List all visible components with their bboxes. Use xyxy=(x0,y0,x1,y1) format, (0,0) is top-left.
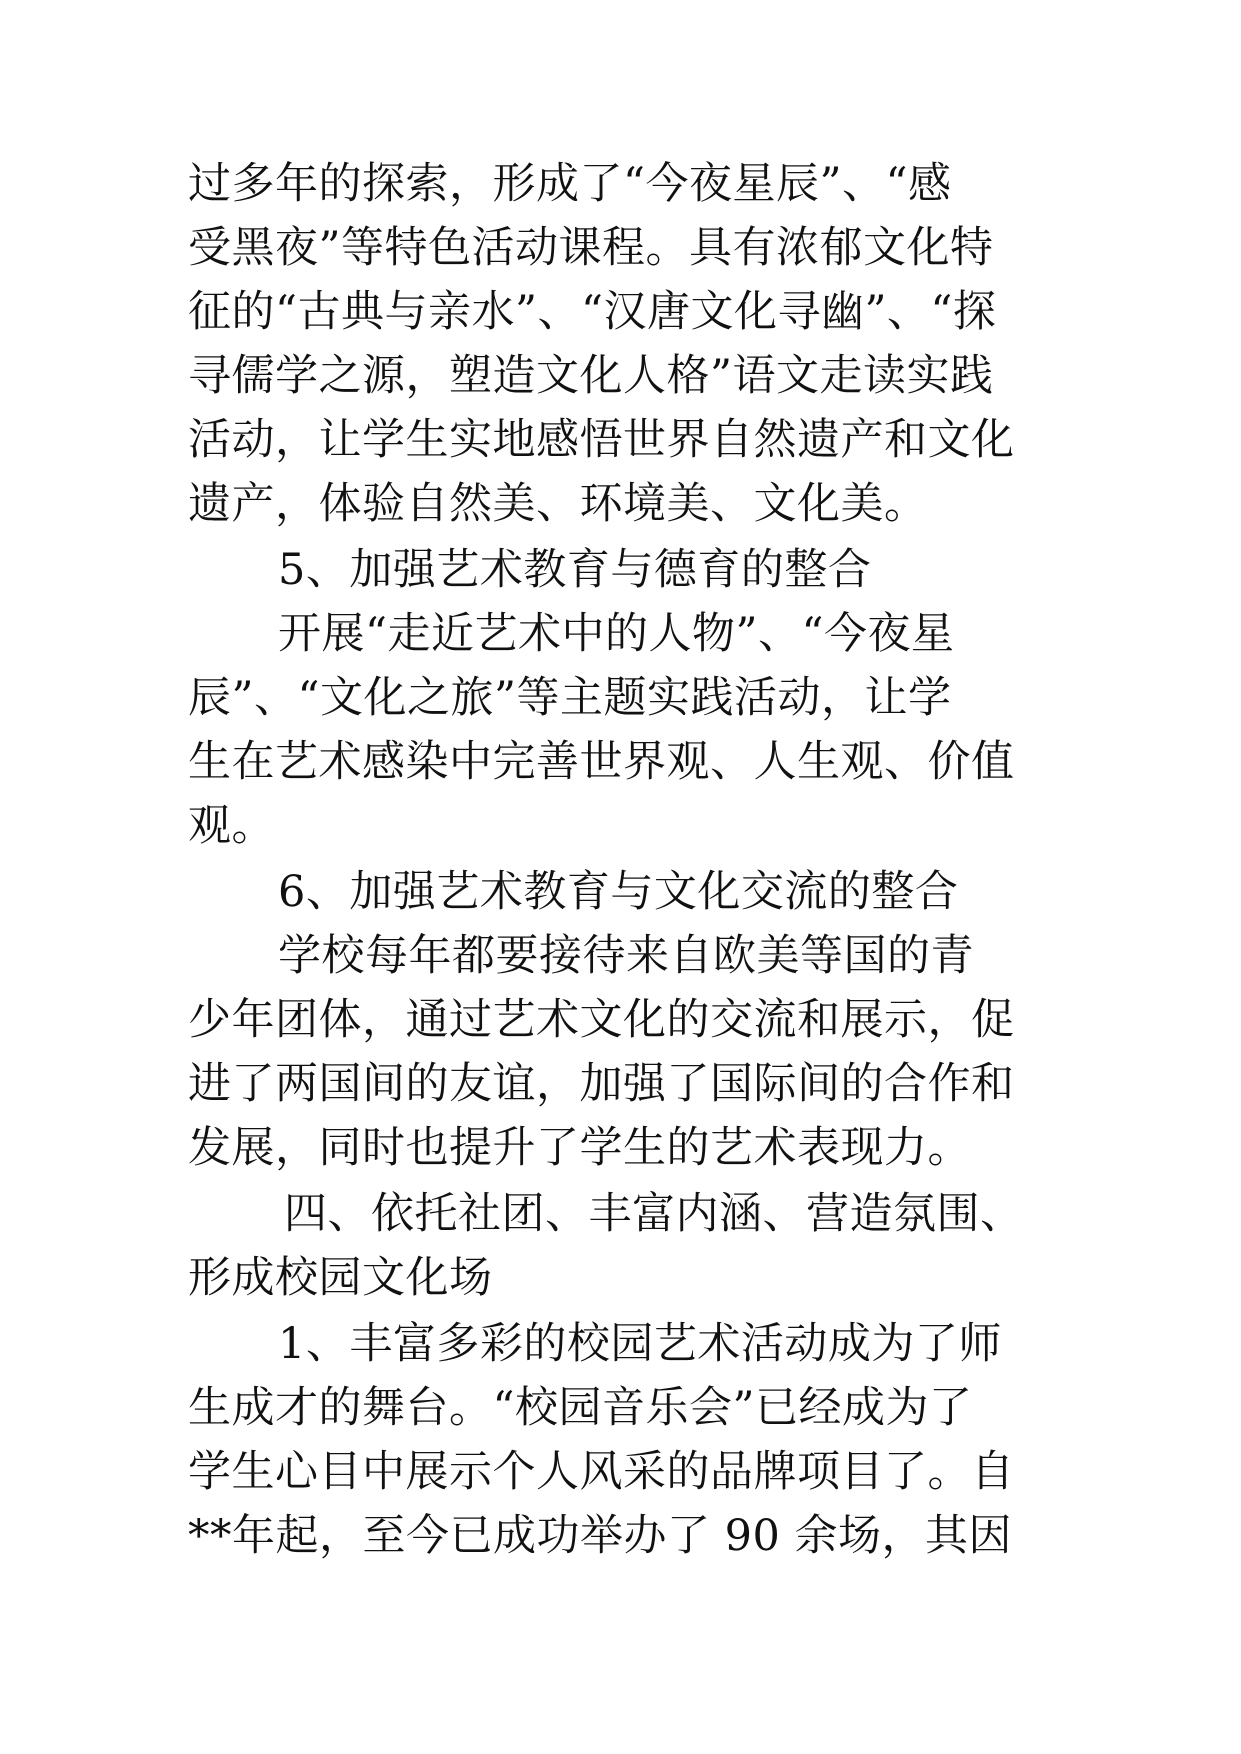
text-line: 受黑夜”等特色活动课程。具有浓郁文化特 xyxy=(188,223,994,273)
text-line: 开展“走近艺术中的人物”、“今夜星 xyxy=(278,609,955,659)
text-line: 活动，让学生实地感悟世界自然遗产和文化 xyxy=(188,415,1015,465)
text-line: 生在艺术感染中完善世界观、人生观、价值 xyxy=(188,737,1015,787)
text-line: 学生心目中展示个人风采的品牌项目了。自 xyxy=(188,1447,1015,1497)
text-line: 发展，同时也提升了学生的艺术表现力。 xyxy=(188,1123,971,1173)
text-line: 学校每年都要接待来自欧美等国的青 xyxy=(278,931,974,981)
text-line: 观。 xyxy=(188,801,275,851)
text-line: 寻儒学之源，塑造文化人格”语文走读实践 xyxy=(188,351,994,401)
chapter-heading-continued: 形成校园文化场 xyxy=(188,1253,493,1303)
text-line: 1、丰富多彩的校园艺术活动成为了师 xyxy=(278,1319,1002,1369)
chapter-heading: 四、依托社团、丰富内涵、营造氛围、 xyxy=(284,1189,1024,1239)
text-line: 生成才的舞台。“校园音乐会”已经成为了 xyxy=(188,1383,973,1433)
section-heading: 6、加强艺术教育与文化交流的整合 xyxy=(278,867,959,917)
text-line: 征的“古典与亲水”、“汉唐文化寻幽”、“探 xyxy=(188,287,997,337)
text-line: **年起，至今已成功举办了 90 余场，其因 xyxy=(188,1511,1013,1561)
text-line: 辰”、“文化之旅”等主题实践活动，让学 xyxy=(188,673,952,723)
text-line: 过多年的探索，形成了“今夜星辰”、“感 xyxy=(188,159,952,209)
text-line: 进了两国间的友谊，加强了国际间的合作和 xyxy=(188,1059,1015,1109)
section-heading: 5、加强艺术教育与德育的整合 xyxy=(278,545,872,595)
text-line: 遗产，体验自然美、环境美、文化美。 xyxy=(188,479,928,529)
text-line: 少年团体，通过艺术文化的交流和展示，促 xyxy=(188,995,1015,1045)
